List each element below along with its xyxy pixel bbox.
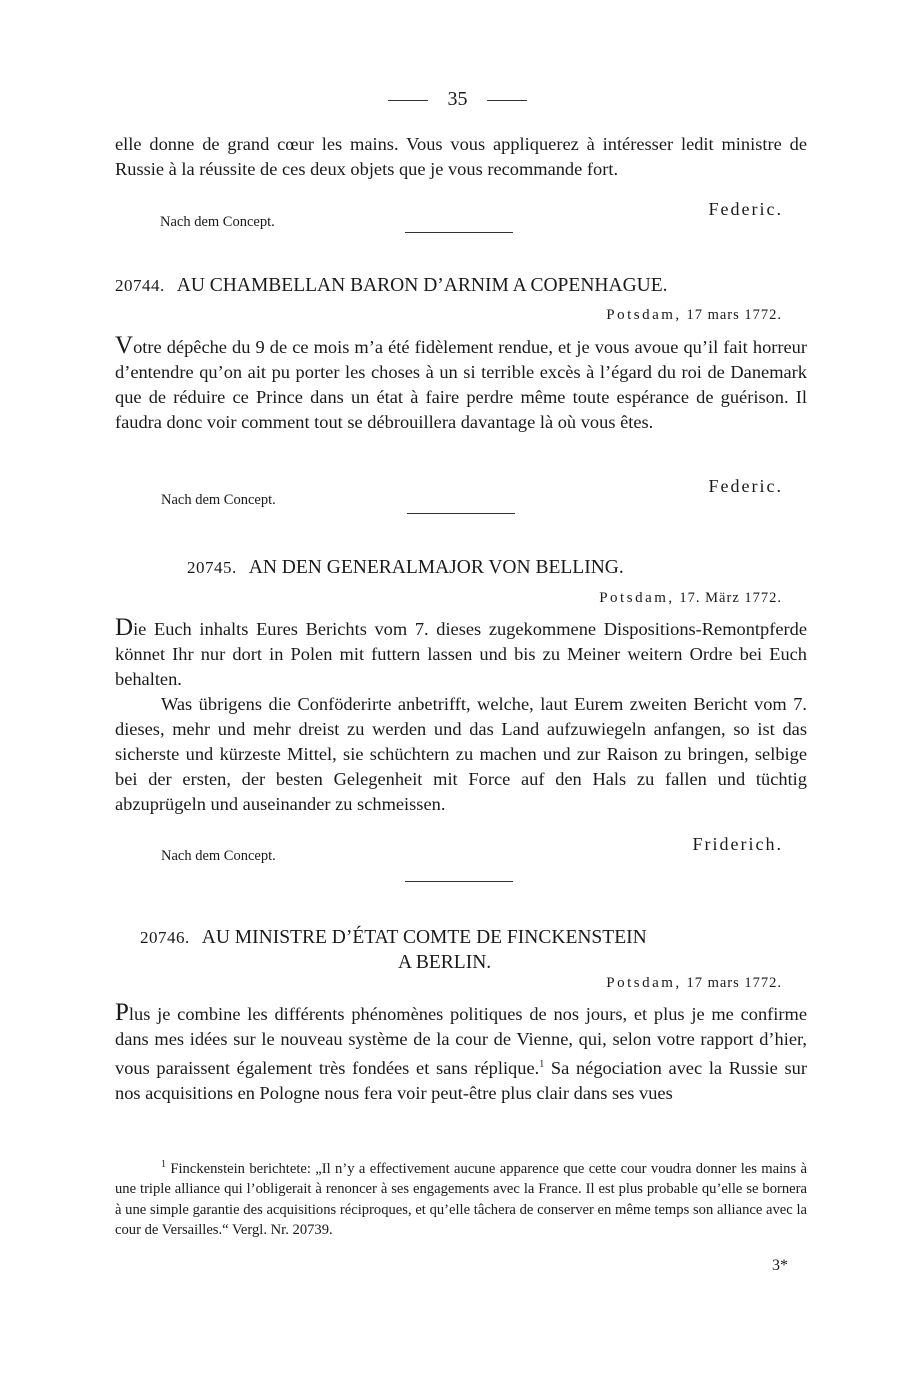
letter-text: ie Euch inhalts Eures Berichts vom 7. dieses zugekommene Dispositions-Remontpferde könnet Ihr nur dort in Polen mit futtern lassen und bis zu Meiner weitern Ordre bei Euch behalten. — [115, 619, 807, 689]
dateline-20746 — [606, 975, 782, 992]
footnote-reference[interactable]: 1 — [539, 1059, 545, 1070]
dateline-place: Potsdam, — [599, 590, 675, 606]
dateline-date: 17 mars 1772. — [686, 975, 782, 991]
letter-title: AU CHAMBELLAN BARON D’ARNIM A COPENHAGUE. — [176, 275, 668, 296]
separator-rule — [407, 513, 515, 514]
separator-rule — [405, 232, 513, 233]
page-header — [385, 88, 530, 114]
signature: Friderich. — [692, 834, 783, 854]
letter-title: AU MINISTRE D’ÉTAT COMTE DE FINCKENSTEIN — [201, 927, 647, 948]
header-rule-right — [487, 100, 527, 101]
dateline-place: Potsdam, — [606, 307, 682, 323]
letter-number: 20746. — [140, 928, 190, 947]
letter-text: otre dépêche du 9 de ce mois m’a été fidèlement rendue, et je vous avoue qu’il fait horreur d’entendre qu’on ait pu porter les choses à un si terrible excès à l’égard du roi de Danemark que de réduire ce Prince dans un état à faire perdre même toute espérance de guérison. Il faudra donc voir comment tout se débrouillera davantage là où vous êtes. — [115, 337, 807, 432]
page-number: 35 — [447, 88, 468, 110]
source-note: Nach dem Concept. — [161, 492, 276, 508]
initial-letter: P — [115, 999, 129, 1026]
letter-body-20746 — [115, 999, 807, 1106]
initial-letter: V — [115, 332, 134, 359]
signature: Federic. — [708, 199, 783, 219]
initial-letter: D — [115, 614, 134, 641]
letter-heading-20745 — [187, 557, 624, 579]
letter-text-continued: Sa négociation avec la Russie sur nos acquisitions en Pologne nous fera voir peut-être plus clair dans ses vues — [115, 1058, 807, 1104]
letter-heading-20746 — [140, 927, 647, 949]
footnote — [115, 1155, 807, 1241]
letter-number: 20745. — [187, 558, 237, 577]
dateline-date: 17 mars 1772. — [686, 307, 782, 323]
dateline-20744 — [606, 307, 782, 324]
dateline-place: Potsdam, — [606, 975, 682, 991]
continuation-paragraph: elle donne de grand cœur les mains. Vous vous appliquerez à intéresser ledit ministre de Russie à la réussite de ces deux objets que je vous recommande fort. — [115, 134, 807, 179]
letter-heading-20744 — [115, 275, 807, 297]
letter-body-20745-p1 — [115, 614, 807, 692]
letter-body-20744 — [115, 332, 807, 435]
separator-rule — [405, 881, 513, 882]
letter-body-20745-p2 — [115, 692, 807, 817]
signature: Federic. — [708, 476, 783, 496]
dateline-date: 17. März 1772. — [679, 590, 782, 606]
footnote-mark: 1 — [161, 1159, 166, 1170]
source-note: Nach dem Concept. — [161, 848, 276, 864]
dateline-20745 — [599, 590, 782, 607]
letter-title: AN DEN GENERALMAJOR VON BELLING. — [248, 557, 624, 578]
letter-text: Was übrigens die Conföderirte anbetrifft, welche, laut Eurem zweiten Bericht vom 7. dieses, mehr und mehr dreist zu werden und das Land aufzuwiegeln anfangen, so ist das sicherste und kürzeste Mittel, sie schüchtern zu machen und zur Raison zu bringen, selbige bei der ersten, der besten Gelegenheit mit Force auf den Hals zu fallen und tüchtig abzuprügeln und auseinander zu schmeissen. — [115, 694, 807, 814]
letter-number: 20744. — [115, 276, 165, 295]
letter-text: lus je combine les différents phénomènes politiques de nos jours, et plus je me confirme dans mes idées sur le nouveau système de la cour de Vienne, qui, selon votre rapport d’hier, vous paraissent également très fondées et sans réplique. — [115, 1004, 807, 1079]
letter-heading-20746-line2: A BERLIN. — [398, 952, 492, 973]
sheet-signature-mark: 3* — [772, 1257, 788, 1274]
source-note: Nach dem Concept. — [160, 214, 275, 230]
footnote-text: Finckenstein berichtete: „Il n’y a effectivement aucune apparence que cette cour voudra donner les mains à une triple alliance qui l’obligerait à renoncer à ses engagements avec la France. Il est plus probable qu’elle se bornera à une simple garantie des acquisitions réciproques, et qu’elle tâchera de conserver en même temps son alliance avec la cour de Versailles.“ Vergl. Nr. 20739. — [115, 1160, 807, 1239]
